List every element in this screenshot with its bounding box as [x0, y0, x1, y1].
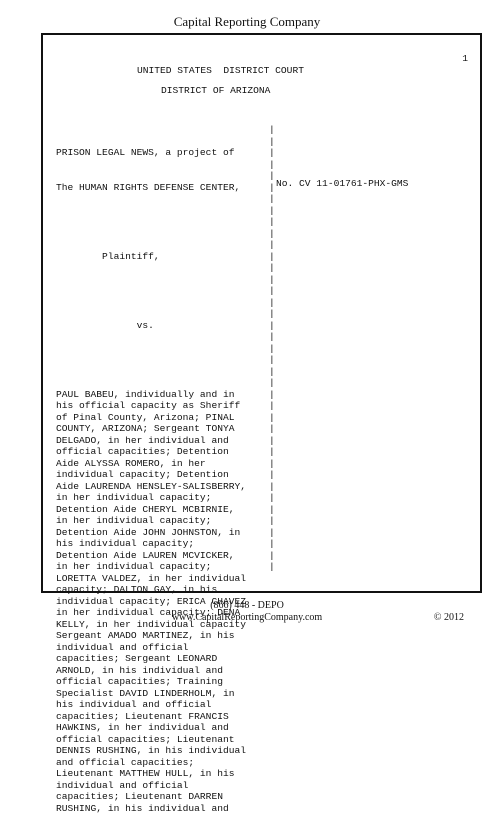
defendant-line: in her individual capacity;	[56, 515, 212, 526]
case-number: No. CV 11-01761-PHX-GMS	[276, 178, 409, 189]
divider-bar: |	[269, 296, 275, 308]
defendant-line: capacities; Sergeant LEONARD	[56, 653, 218, 664]
divider-bar: |	[269, 469, 275, 480]
defendant-line: Aide LAURENDA HENSLEY-SALISBERRY,	[56, 480, 246, 492]
divider-bar: |	[269, 434, 275, 446]
divider-bar: |	[269, 227, 275, 239]
court-district: DISTRICT OF ARIZONA	[161, 85, 271, 96]
divider-bar: |	[269, 423, 275, 434]
divider-bar: |	[269, 446, 275, 457]
plaintiff-label: Plaintiff,	[56, 250, 160, 262]
defendant-line: his official capacity as Sheriff	[56, 400, 241, 411]
divider-bar: |	[269, 135, 275, 147]
footer-phone: (866) 448 - DEPO	[210, 600, 284, 611]
defendant-line: capacities; Lieutenant FRANCIS	[56, 710, 229, 722]
divider-bar: |	[269, 250, 275, 262]
defendant-line: of Pinal County, Arizona; PINAL	[56, 411, 235, 423]
case-caption	[56, 124, 246, 837]
defendant-line: Detention Aide CHERYL MCBIRNIE,	[56, 503, 235, 515]
defendant-line: Specialist DAVID LINDERHOLM, in	[56, 687, 235, 699]
defendant-line: in her individual capacity;	[56, 492, 212, 503]
defendant-line: RUSHING, in his individual and	[56, 802, 229, 814]
defendant-line: capacities; Lieutenant DARREN	[56, 791, 223, 802]
versus-label: vs.	[56, 319, 154, 331]
divider-bar: |	[269, 377, 275, 388]
defendant-line: KELLY, in her individual capacity	[56, 618, 246, 630]
defendant-line: Sergeant AMADO MARTINEZ, in his	[56, 630, 235, 641]
plaintiff-line: PRISON LEGAL NEWS, a project of	[56, 147, 235, 158]
defendant-line: COUNTY, ARIZONA; Sergeant TONYA	[56, 423, 235, 434]
divider-bar: |	[269, 503, 275, 515]
defendant-line: Detention Aide LAUREN MCVICKER,	[56, 549, 235, 561]
defendant-line: in her individual capacity;	[56, 561, 212, 572]
divider-bar: |	[269, 308, 275, 319]
divider-bar: |	[269, 515, 275, 526]
defendant-line: individual capacity; ERICA CHAVEZ	[56, 595, 246, 607]
divider-bar: |	[269, 216, 275, 227]
divider-bar: |	[269, 342, 275, 354]
defendant-line: individual capacity; Detention	[56, 469, 229, 480]
divider-bar: |	[269, 170, 275, 181]
page-number: 1	[462, 53, 468, 64]
plaintiff-line: The HUMAN RIGHTS DEFENSE CENTER,	[56, 181, 241, 193]
defendant-line: in her individual capacity; DENA	[56, 607, 241, 618]
divider-bar: |	[269, 158, 275, 170]
footer	[0, 600, 494, 624]
defendant-line: Aide ALYSSA ROMERO, in her	[56, 457, 206, 469]
defendant-line: individual and official	[56, 779, 189, 791]
defendant-line: PAUL BABEU, individually and in	[56, 388, 235, 400]
footer-website: www.CapitalReportingCompany.com	[171, 612, 323, 623]
divider-bar: |	[269, 147, 275, 158]
divider-bar: |	[269, 354, 275, 365]
defendant-line: ARNOLD, in his individual and	[56, 664, 223, 676]
divider-bar: |	[269, 400, 275, 411]
divider-bar: |	[269, 526, 275, 538]
divider-bar: |	[269, 411, 275, 423]
court-name: UNITED STATES DISTRICT COURT	[137, 65, 304, 76]
divider-bar: |	[269, 124, 275, 135]
defendant-line: and official capacities;	[56, 756, 195, 768]
company-header: Capital Reporting Company	[173, 14, 321, 29]
defendant-line: official capacities; Training	[56, 676, 223, 687]
divider-bar: |	[269, 365, 275, 377]
divider-bar: |	[269, 549, 275, 561]
defendant-line: official capacities; Lieutenant	[56, 733, 235, 745]
divider-bar: |	[269, 285, 275, 296]
divider-bar: |	[269, 319, 275, 331]
divider-bar: |	[269, 273, 275, 285]
divider-bar: |	[269, 388, 275, 400]
divider-bar: |	[269, 538, 275, 549]
defendant-line: individual and official	[56, 641, 189, 653]
divider-bar: |	[269, 561, 275, 572]
defendant-line: DELGADO, in her individual and	[56, 434, 229, 446]
divider-bar: |	[269, 331, 275, 342]
defendant-line: Detention Aide JOHN JOHNSTON, in	[56, 526, 241, 538]
divider-bar: |	[269, 239, 275, 250]
defendant-line: Lieutenant MATTHEW HULL, in his	[56, 768, 235, 779]
divider-bar: |	[269, 193, 275, 204]
divider-bar: |	[269, 457, 275, 469]
caption-divider	[269, 124, 279, 574]
defendant-line: DENNIS RUSHING, in his individual	[56, 745, 246, 756]
footer-copyright: © 2012	[433, 612, 464, 623]
defendant-line: LORETTA VALDEZ, in her individual	[56, 572, 246, 584]
divider-bar: |	[269, 262, 275, 273]
defendant-line: official capacities; Detention	[56, 446, 229, 457]
defendant-line: capacity; DALTON GAY, in his	[56, 584, 218, 595]
divider-bar: |	[269, 204, 275, 216]
divider-bar: |	[269, 480, 275, 492]
defendant-line: his individual and official	[56, 699, 212, 710]
defendant-line: his individual capacity;	[56, 538, 195, 549]
defendant-line: HAWKINS, in her individual and	[56, 722, 229, 733]
divider-bar: |	[269, 492, 275, 503]
divider-bar: |	[269, 181, 275, 193]
